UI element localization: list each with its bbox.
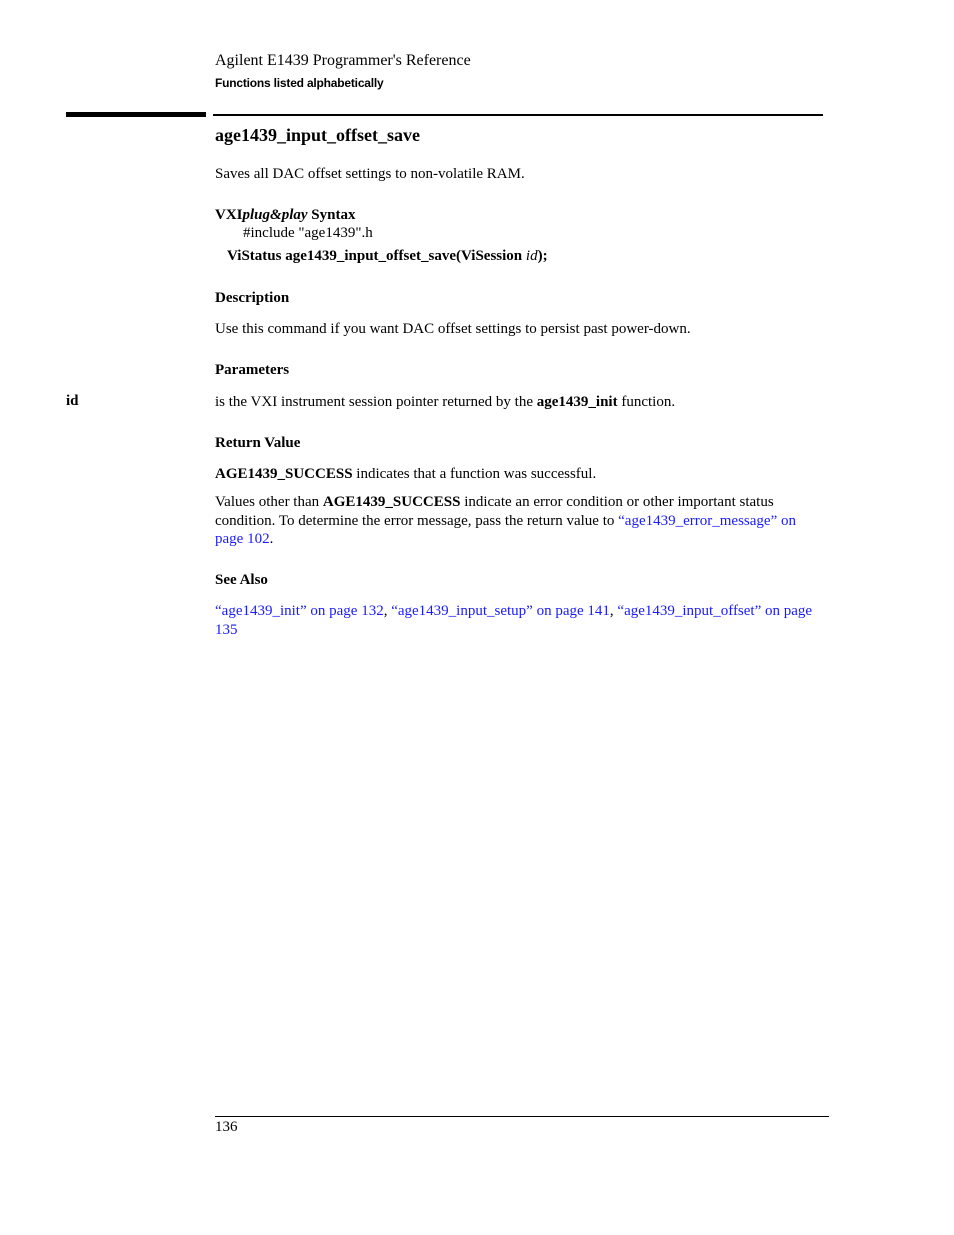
see-also-heading: See Also bbox=[215, 572, 268, 588]
param-text-before: is the VXI instrument session pointer returned by the bbox=[215, 394, 537, 410]
see-also-link-init[interactable]: “age1439_init” on page 132 bbox=[215, 603, 384, 619]
footer-rule bbox=[215, 1116, 829, 1117]
function-summary: Saves all DAC offset settings to non-volatile RAM. bbox=[215, 166, 525, 182]
syntax-heading-prefix: VXI bbox=[215, 207, 243, 223]
return-other-text bbox=[215, 493, 827, 549]
section-rule-thin bbox=[213, 114, 823, 116]
syntax-include-line: #include "age1439".h bbox=[243, 225, 373, 241]
param-bold-function: age1439_init bbox=[536, 394, 618, 410]
running-header-section: Functions listed alphabetically bbox=[215, 76, 384, 90]
see-also-link-input-offset[interactable]: “age1439_input_offset” on page 135 bbox=[215, 603, 813, 638]
see-also-separator: , bbox=[609, 603, 618, 619]
parameter-name-id: id bbox=[66, 393, 79, 409]
parameters-heading: Parameters bbox=[215, 362, 290, 378]
param-text-after: function. bbox=[617, 394, 676, 410]
description-text: Use this command if you want DAC offset settings to persist past power-down. bbox=[215, 321, 691, 337]
see-also-link-input-setup[interactable]: “age1439_input_setup” on page 141 bbox=[391, 603, 610, 619]
return-success-text bbox=[215, 465, 827, 484]
section-rule-thick bbox=[66, 112, 206, 117]
error-message-link[interactable]: “age1439_error_message” on page 102 bbox=[215, 512, 796, 547]
return-other-prefix: Values other than bbox=[215, 494, 323, 510]
description-heading: Description bbox=[215, 290, 290, 306]
syntax-heading-italic: plug&play bbox=[242, 207, 308, 223]
syntax-heading-suffix: Syntax bbox=[307, 207, 356, 223]
signature-param: id bbox=[525, 248, 538, 264]
return-success-desc: indicates that a function was successful. bbox=[352, 466, 597, 482]
function-title: age1439_input_offset_save bbox=[215, 125, 420, 145]
signature-prefix: ViStatus age1439_input_offset_save(ViSession bbox=[227, 248, 526, 264]
signature-suffix: ); bbox=[537, 248, 548, 264]
page-number: 136 bbox=[215, 1119, 238, 1135]
return-other-end: . bbox=[269, 531, 274, 547]
syntax-heading bbox=[215, 207, 355, 224]
see-also-links bbox=[215, 602, 827, 639]
running-header-title: Agilent E1439 Programmer's Reference bbox=[215, 52, 471, 69]
parameter-description-id bbox=[215, 393, 827, 412]
return-other-code: AGE1439_SUCCESS bbox=[322, 494, 461, 510]
return-other-desc: indicate an error condition or other important status condition. To determine the error message, pass the return value to bbox=[215, 494, 774, 529]
return-value-heading: Return Value bbox=[215, 435, 301, 451]
see-also-separator: , bbox=[383, 603, 392, 619]
syntax-signature bbox=[227, 248, 548, 265]
return-success-code: AGE1439_SUCCESS bbox=[215, 466, 353, 482]
